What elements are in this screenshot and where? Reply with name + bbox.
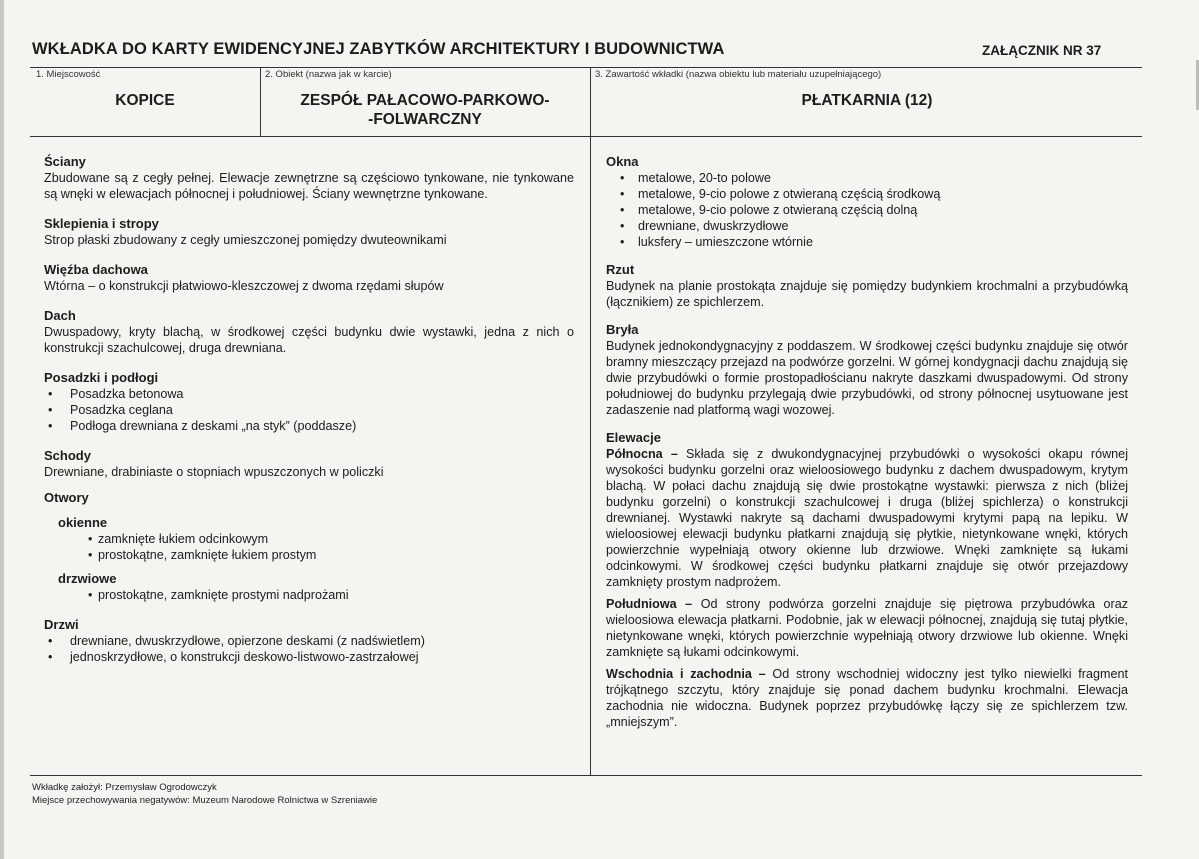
south-elevation-body: Od strony podwórza gorzelni znajduje się piętrowa przybudówka oraz wieloosiowa elewacja płatkarni. Podobnie, jak w elewacji północnej, znajdują się tutaj płytkie, nietynkowane wnęki, których powierzchnie wypełniają otwory drzwiowe lub okienne. Wnęki zamknięte są łukami odcinkowymi.	[606, 597, 1128, 659]
section-vaults	[44, 216, 574, 248]
north-elevation-text	[606, 446, 1128, 590]
header-bottom-rule	[30, 136, 1142, 137]
window-openings-heading: okienne	[58, 515, 108, 530]
locality-label: 1. Miejscowość	[36, 69, 101, 80]
list-item: • jednoskrzydłowe, o konstrukcji deskowo-listwowo-zastrzałowej	[44, 649, 574, 665]
roof-text: Dwuspadowy, kryty blachą, w środkowej części budynku dwie wystawki, jedna z nich o konstrukcji szachulcowej, druga drewniana.	[44, 325, 574, 355]
section-roof	[44, 308, 574, 356]
list-item: • drewniane, dwuskrzydłowe	[606, 218, 1128, 234]
eastwest-elevation-text	[606, 666, 1128, 730]
door-openings-heading: drzwiowe	[58, 571, 117, 586]
object-value-line2: -FOLWARCZNY	[368, 111, 482, 128]
eastwest-elevation-label: Wschodnia i zachodnia –	[606, 667, 766, 681]
north-elevation-body: Składa się z dwukondygnacyjnej przybudówki o wysokości okapu równej wysokości budynku gorzelni oraz wieloosiowego budynku z dachem dwuspadowym, krytym blachą. W połaci dachu znajdują się dwie prostokątne wystawki: pierwsza z nich (bliżej budynku gorzelni) o konstrukcji szachulcowej i druga (bliżej spichlerza) o konstrukcji drewnianej. Wystawki nakryte są dachami dwuspadowymi krytymi papą na lepiku. W wieloosiowej elewacji budynku płatkarni znajdują się płytkie, nietynkowane wnęki, których powierzchnie wypełniają otwory okienne lub drzwiowe. Wnęki zamknięte są łukami odcinkowymi. W środkowej części budynku płatkarni znajduje się otwór przejazdowy zamknięty prostym nadprożem.	[606, 447, 1128, 589]
section-elevations	[606, 430, 1128, 730]
window-openings-list	[44, 531, 574, 563]
mass-heading: Bryła	[606, 322, 639, 337]
section-stairs	[44, 448, 574, 480]
list-item: • metalowe, 9-cio polowe z otwieraną częścią dolną	[606, 202, 1128, 218]
plan-text: Budynek na planie prostokąta znajduje się pomiędzy budynkiem krochmalni a przybudówką (łącznikiem) ze spichlerzem.	[606, 279, 1128, 309]
elevations-heading: Elewacje	[606, 430, 661, 445]
section-plan	[606, 262, 1128, 310]
eastwest-elevation-body: Od strony wschodniej widoczny jest tylko niewielki fragment trójkątnego szczytu, który znajduje się ponad dachem budynku krochmalni. Elewacja zachodnia nie widoczna. Budynek poprzez przybudówkę łączy się ze spichlerzem tzw. „mniejszym”.	[606, 667, 1128, 729]
list-item: • Posadzka ceglana	[44, 402, 574, 418]
content-value: PŁATKARNIA (12)	[801, 92, 933, 109]
footer-rule	[30, 775, 1142, 776]
doors-heading: Drzwi	[44, 617, 79, 632]
vaults-text: Strop płaski zbudowany z cegły umieszczonej pomiędzy dwuteownikami	[44, 233, 447, 247]
content-label: 3. Zawartość wkładki (nazwa obiektu lub materiału uzupełniającego)	[595, 69, 882, 80]
floors-heading: Posadzki i podłogi	[44, 370, 159, 385]
column-divider	[590, 67, 591, 775]
list-item: • Posadzka betonowa	[44, 386, 574, 402]
annex-number: ZAŁĄCZNIK NR 37	[982, 43, 1102, 58]
object-label: 2. Obiekt (nazwa jak w karcie)	[265, 69, 392, 80]
list-item: • zamknięte łukiem odcinkowym	[44, 531, 574, 547]
list-item: • metalowe, 20-to polowe	[606, 170, 1128, 186]
header-top-rule	[30, 67, 1142, 68]
header-divider-1	[260, 67, 261, 136]
left-column	[44, 154, 574, 679]
roof-heading: Dach	[44, 308, 76, 323]
footer-storage: Miejsce przechowywania negatywów: Muzeum Narodowe Rolnictwa w Szreniawie	[32, 795, 378, 806]
plan-heading: Rzut	[606, 262, 635, 277]
truss-heading: Więźba dachowa	[44, 262, 148, 277]
walls-heading: Ściany	[44, 154, 86, 169]
section-openings	[44, 490, 574, 603]
footer-author: Wkładkę założył: Przemysław Ogrodowczyk	[32, 782, 217, 793]
stairs-heading: Schody	[44, 448, 91, 463]
windows-heading: Okna	[606, 154, 639, 169]
vaults-heading: Sklepienia i stropy	[44, 216, 159, 231]
list-item: • luksfery – umieszczone wtórnie	[606, 234, 1128, 250]
section-windows	[606, 154, 1128, 250]
document-title: WKŁADKA DO KARTY EWIDENCYJNEJ ZABYTKÓW ARCHITEKTURY I BUDOWNICTWA	[32, 40, 725, 58]
walls-text: Zbudowane są z cegły pełnej. Elewacje zewnętrzne są częściowo tynkowane, nie tynkowane są wnęki w elewacjach północnej i południowej. Ściany wewnętrzne tynkowane.	[44, 171, 574, 201]
section-truss	[44, 262, 574, 294]
object-value	[262, 91, 588, 129]
stairs-text: Drewniane, drabiniaste o stopniach wpuszczonych w policzki	[44, 465, 384, 479]
section-floors	[44, 370, 574, 434]
south-elevation-label: Południowa –	[606, 597, 693, 611]
mass-text: Budynek jednokondygnacyjny z poddaszem. W środkowej części budynku znajduje się otwór bramny mieszczący przejazd na podwórze gorzelni. W górnej kondygnacji dachu znajdują się dwie przybudówki o formie prostopadłościanu nakryte daszkami dwuspadowymi. Od strony południowej do budynku przylegają dwie przybudówki, od strony północnej usytuowane jest zadaszenie nad platformą wagi wozowej.	[606, 339, 1128, 417]
door-openings-list	[44, 587, 574, 603]
list-item: • metalowe, 9-cio polowe z otwieraną częścią środkową	[606, 186, 1128, 202]
locality-value: KOPICE	[115, 92, 175, 109]
north-elevation-label: Północna –	[606, 447, 678, 461]
list-item: • prostokątne, zamknięte prostymi nadprożami	[44, 587, 574, 603]
right-column	[606, 154, 1128, 742]
section-doors	[44, 617, 574, 665]
doors-list	[44, 633, 574, 665]
floors-list	[44, 386, 574, 434]
list-item: • prostokątne, zamknięte łukiem prostym	[44, 547, 574, 563]
truss-text: Wtórna – o konstrukcji płatwiowo-kleszczowej z dwoma rzędami słupów	[44, 279, 444, 293]
list-item: • Podłoga drewniana z deskami „na styk” (poddasze)	[44, 418, 574, 434]
windows-list	[606, 170, 1128, 250]
list-item: • drewniane, dwuskrzydłowe, opierzone deskami (z nadświetlem)	[44, 633, 574, 649]
openings-heading: Otwory	[44, 490, 89, 505]
scan-edge-left	[0, 0, 4, 859]
section-mass	[606, 322, 1128, 418]
section-walls	[44, 154, 574, 202]
south-elevation-text	[606, 596, 1128, 660]
object-value-line1: ZESPÓŁ PAŁACOWO-PARKOWO-	[300, 92, 550, 109]
